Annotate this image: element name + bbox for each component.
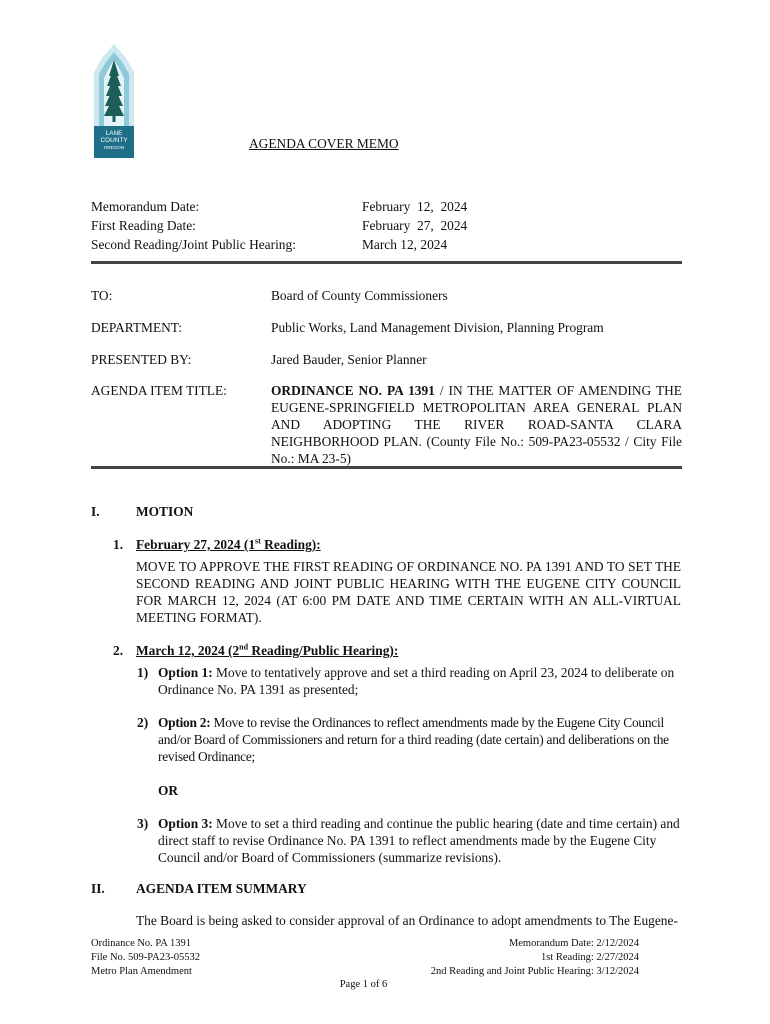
page-number: Page 1 of 6 [339, 979, 388, 990]
second-reading-date-value: March 12, 2024 [362, 237, 448, 252]
first-reading-date-label: First Reading Date: [91, 218, 196, 233]
fields-divider [91, 466, 682, 469]
presented-by-label: PRESENTED BY: [91, 352, 192, 367]
motion-2-title-sup: nd [239, 642, 249, 652]
motion-2-title-date: March 12, 2024 (2 [136, 643, 240, 658]
department-value: Public Works, Land Management Division, Planning Program [271, 320, 604, 335]
option-1-label: Option 1: [158, 665, 213, 680]
motion-1-text: MOVE TO APPROVE THE FIRST READING OF ORDINANCE NO. PA 1391 AND TO SET THE SECOND READING AND JOINT PUBLIC HEARING WITH THE EUGENE CITY COUNCIL FOR MARCH 12, 2024 (AT 6:00 PM DATE AND TIME CERTAIN WITH AN ALL-VIRTUAL MEETING FORMAT). [136, 559, 681, 625]
section-2-text: The Board is being asked to consider approval of an Ordinance to adopt amendments to The Eugene- [136, 913, 678, 928]
presented-by-value: Jared Bauder, Senior Planner [271, 352, 427, 367]
to-value: Board of County Commissioners [271, 288, 448, 303]
motion-2-title-suffix: Reading/Public Hearing): [248, 643, 399, 658]
logo-text-oregon: OREGON [103, 145, 125, 150]
option-2-text [158, 714, 681, 765]
footer-plan: Metro Plan Amendment [91, 966, 192, 977]
ordinance-number: ORDINANCE NO. PA 1391 [271, 383, 435, 398]
footer-memo-date: Memorandum Date: 2/12/2024 [508, 938, 639, 949]
motion-1-title-date: February 27, 2024 (1 [136, 537, 256, 552]
footer-left [91, 937, 200, 979]
option-1-text [158, 664, 681, 698]
first-reading-date-value: February 27, 2024 [362, 218, 468, 233]
motion-2-number: 2. [113, 643, 124, 658]
option-3-body: Move to set a third reading and continue the public hearing (date and time certain) and direct staff to revise Ordinance No. PA 1391 to reflect amendments made by the Eugene City Council and/or Board of Commissioners (summarize revisions). [158, 816, 680, 865]
motion-2-title [136, 642, 398, 659]
motion-1-title-sup: st [255, 536, 261, 546]
motion-1-number: 1. [113, 537, 124, 552]
footer-second-reading: 2nd Reading and Joint Public Hearing: 3/12/2024 [430, 966, 639, 977]
footer-file-no: File No. 509-PA23-05532 [91, 952, 200, 963]
memorandum-date-value: February 12, 2024 [362, 199, 468, 214]
agenda-item-title-label: AGENDA ITEM TITLE: [91, 383, 227, 398]
memorandum-date-label: Memorandum Date: [91, 199, 200, 214]
to-label: TO: [91, 288, 113, 303]
lane-county-logo [92, 42, 136, 158]
option-2-body: Move to revise the Ordinances to reflect amendments made by the Eugene City Council and/or Board of Commissioners and return for a third reading (date certain) and deliberations on the revised Ordinance; [158, 715, 669, 764]
option-3-number: 3) [137, 816, 149, 831]
section-1-number: I. [91, 504, 100, 519]
footer-ordinance: Ordinance No. PA 1391 [91, 938, 191, 949]
motion-1-title-suffix: Reading): [260, 537, 321, 552]
agenda-item-title-text: / IN THE MATTER OF AMENDING THE EUGENE-SPRINGFIELD METROPOLITAN AREA GENERAL PLAN AND ADOPTING THE RIVER ROAD-SANTA CLARA NEIGHBORHOOD PLAN. (County File No.: 509-PA23-05532 / City File No.: MA 23-5) [271, 383, 682, 466]
option-1-body: Move to tentatively approve and set a third reading on April 23, 2024 to deliberate on Ordinance No. PA 1391 as presented; [158, 665, 675, 697]
motion-1-title [136, 536, 321, 553]
footer-right [431, 937, 639, 979]
logo-text-county: COUNTY [100, 137, 128, 144]
option-2-label: Option 2: [158, 715, 211, 730]
section-1-title: MOTION [136, 504, 194, 519]
option-1-number: 1) [137, 665, 149, 680]
agenda-item-title-value [271, 382, 682, 467]
option-2-number: 2) [137, 715, 149, 730]
logo-text-lane: LANE [105, 130, 123, 137]
memo-title: AGENDA COVER MEMO [249, 136, 399, 151]
option-3-label: Option 3: [158, 816, 213, 831]
second-reading-date-label: Second Reading/Joint Public Hearing: [91, 237, 296, 252]
department-label: DEPARTMENT: [91, 320, 183, 335]
or-separator: OR [158, 783, 179, 798]
section-2-title: AGENDA ITEM SUMMARY [136, 881, 307, 896]
option-3-text [158, 815, 681, 866]
header-divider [91, 261, 682, 264]
section-2-number: II. [91, 881, 105, 896]
footer-first-reading: 1st Reading: 2/27/2024 [541, 952, 639, 963]
